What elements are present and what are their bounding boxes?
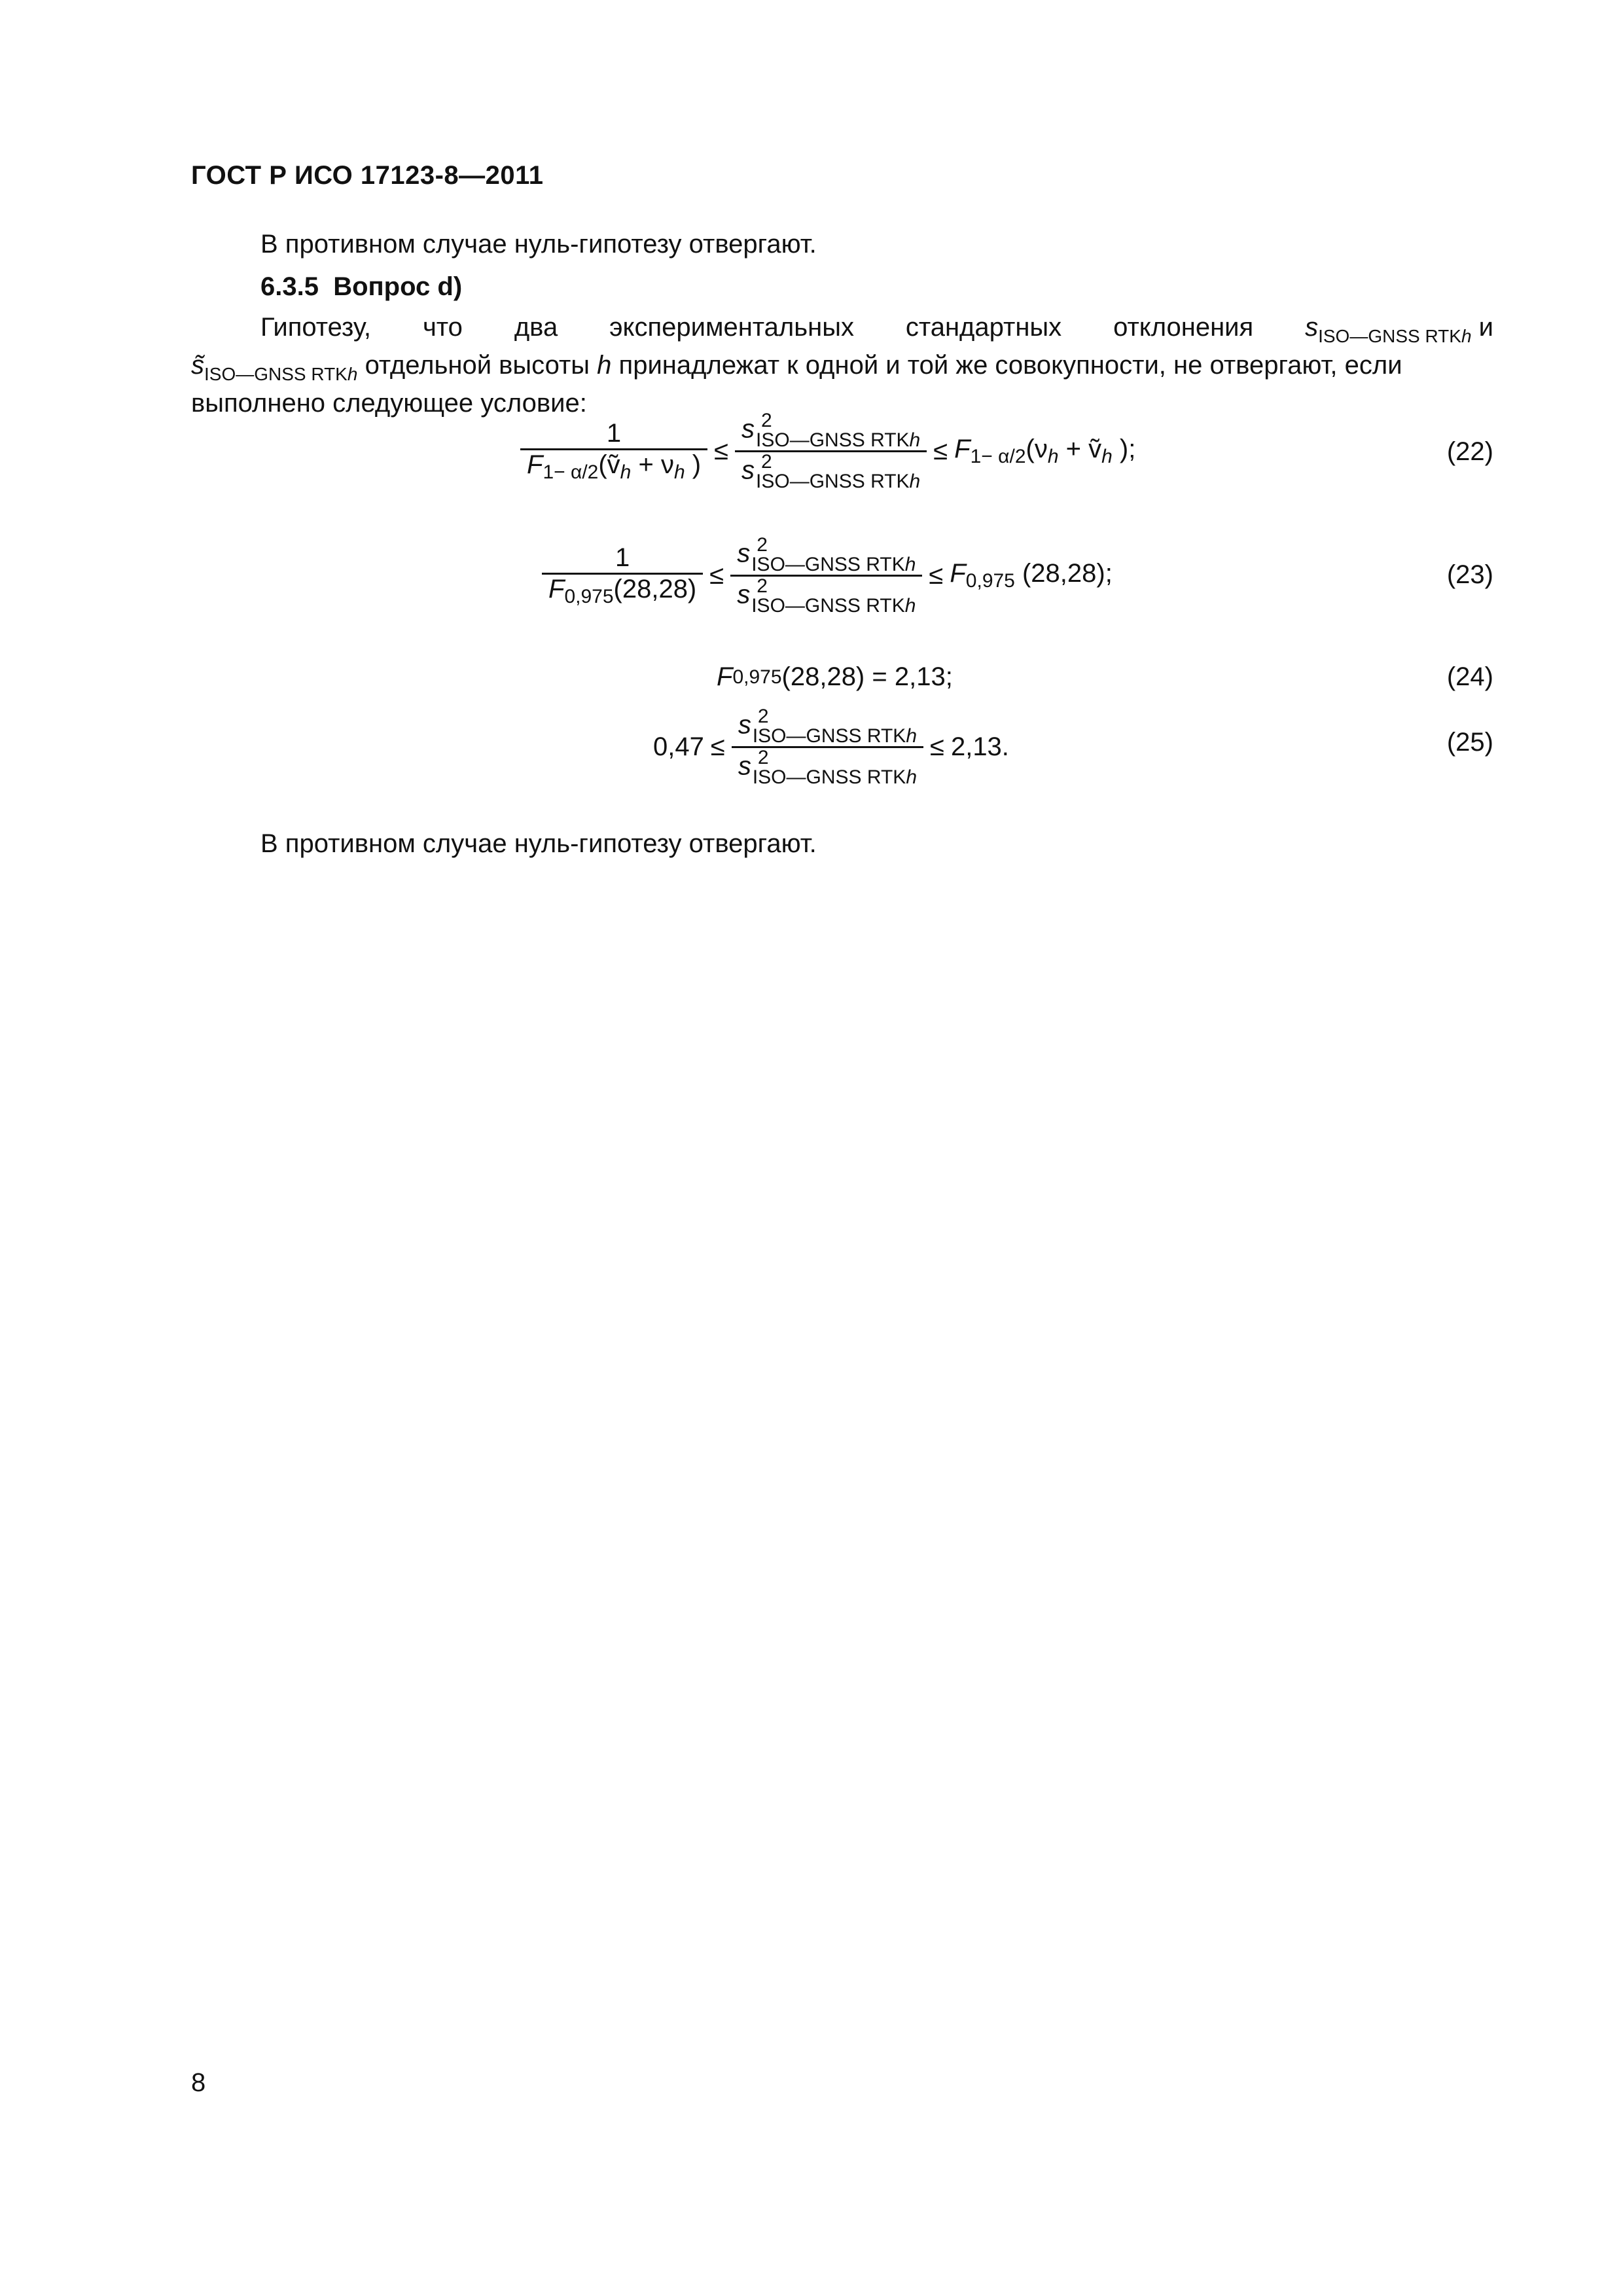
ratio-sub: ISO—GNSS RTK <box>751 554 905 575</box>
s-letter: s <box>741 414 755 444</box>
F-subscript: 1− α/2 <box>970 446 1026 467</box>
equation-number-24: (24) <box>1446 662 1493 691</box>
F-subscript: 0,975 <box>732 666 782 688</box>
leq-sign: ≤ <box>714 437 729 465</box>
ratio-numerator <box>732 707 923 746</box>
section-number: 6.3.5 <box>260 272 319 301</box>
F-symbol: F <box>548 575 565 603</box>
eq23-left-fraction <box>542 543 703 608</box>
eq23-ratio-fraction <box>730 535 922 616</box>
ratio-denominator <box>735 452 927 492</box>
sup-sub-stack <box>756 452 920 492</box>
close-paren: ); <box>1112 435 1136 463</box>
ratio-sub: ISO—GNSS RTK <box>752 725 906 747</box>
s-subscript-h: h <box>1461 326 1472 346</box>
page-number: 8 <box>191 2068 206 2097</box>
ratio-sub-h: h <box>906 766 917 788</box>
eq22-left-numerator: 1 <box>606 419 622 448</box>
square-sup: 2 <box>757 534 768 556</box>
F-args: (ṽ <box>598 450 620 479</box>
intro-line-1 <box>191 313 1493 351</box>
F-args: (28,28) <box>613 575 697 603</box>
F-args: (ν <box>1026 435 1048 463</box>
equation-number-22: (22) <box>1446 437 1493 466</box>
equation-23 <box>542 535 1113 616</box>
F-symbol: F <box>950 559 966 588</box>
ratio-sub: ISO—GNSS RTK <box>756 471 910 492</box>
intro-text: принадлежат к одной и той же совокупности, не отвергают, если <box>618 351 1402 380</box>
close-paren: ) <box>685 450 702 479</box>
symbol-s-tilde: s̃ <box>191 351 204 380</box>
intro-word: два <box>514 313 558 342</box>
eq23-left-numerator: 1 <box>615 543 630 572</box>
square-sup: 2 <box>761 410 772 431</box>
equation-24 <box>717 662 953 692</box>
s-letter: s <box>737 539 751 568</box>
eq22-ratio-fraction <box>735 411 927 492</box>
section-title: Вопрос d) <box>333 272 463 301</box>
h-sub: h <box>1101 446 1113 467</box>
intro-word: что <box>422 313 463 342</box>
intro-line-3: выполнено следующее условие: <box>191 389 587 418</box>
intro-line-2 <box>191 351 1493 389</box>
h-sub: h <box>1047 446 1059 467</box>
ratio-sub-h: h <box>904 595 916 617</box>
ratio-sub: ISO—GNSS RTK <box>751 595 905 617</box>
intro-word: экспериментальных <box>609 313 854 342</box>
sup-sub-stack <box>753 707 917 746</box>
s-letter: s <box>738 751 751 781</box>
eq25-ratio-fraction <box>732 707 923 787</box>
F-symbol: F <box>954 435 971 463</box>
paragraph-reject-before: В противном случае нуль-гипотезу отвергают. <box>260 230 817 259</box>
s-subscript: ISO—GNSS RTK <box>1318 326 1461 346</box>
eq22-left-fraction <box>520 419 707 484</box>
equation-number-23: (23) <box>1446 560 1493 589</box>
F-subscript: 1− α/2 <box>543 461 599 483</box>
eq22-right <box>954 435 1135 468</box>
intro-word: Гипотезу, <box>260 313 372 342</box>
intro-paragraph <box>191 313 1493 418</box>
document-header: ГОСТ Р ИСО 17123-8—2011 <box>191 161 544 190</box>
s-tilde-subscript: ISO—GNSS RTK <box>204 364 348 384</box>
leq-sign: ≤ <box>710 732 725 761</box>
equation-22 <box>520 411 1135 492</box>
leq-sign: ≤ <box>930 732 944 761</box>
eq22-left-denominator <box>520 450 707 484</box>
F-symbol: F <box>717 662 733 691</box>
F-subscript: 0,975 <box>965 570 1015 592</box>
leq-sign: ≤ <box>933 437 948 465</box>
eq24-rest: (28,28) = 2,13; <box>781 662 953 691</box>
s-letter: s <box>1305 313 1319 342</box>
s-letter: s <box>737 580 751 609</box>
equation-25 <box>653 707 1009 787</box>
equation-number-25: (25) <box>1446 728 1493 757</box>
sup-sub-stack <box>751 577 916 616</box>
eq23-right <box>950 559 1112 592</box>
s-letter: s <box>738 710 751 740</box>
ratio-sub-h: h <box>906 725 917 747</box>
intro-word: отклонения <box>1113 313 1254 342</box>
ratio-sub-h: h <box>909 429 921 451</box>
square-sup: 2 <box>757 747 769 768</box>
plus-nu-tilde: + ṽ <box>1058 435 1102 463</box>
ratio-numerator <box>730 535 922 575</box>
sup-sub-stack <box>751 535 916 575</box>
s-tilde-subscript-h: h <box>347 364 358 384</box>
h-sub: h <box>620 461 632 483</box>
paragraph-reject-after: В противном случае нуль-гипотезу отвергают. <box>260 829 817 858</box>
plus-nu: + ν <box>631 450 674 479</box>
F-args: (28,28); <box>1014 559 1113 588</box>
s-letter: s <box>741 456 755 485</box>
ratio-denominator <box>730 577 922 616</box>
F-symbol: F <box>527 450 543 479</box>
F-subscript: 0,975 <box>564 586 614 607</box>
section-heading <box>260 272 462 302</box>
sup-sub-stack <box>756 411 920 450</box>
ratio-denominator <box>732 748 923 787</box>
ratio-sub-h: h <box>904 554 916 575</box>
leq-sign: ≤ <box>929 561 944 590</box>
eq25-left-value: 0,47 <box>653 732 704 761</box>
height-symbol: h <box>597 351 612 380</box>
ratio-sub: ISO—GNSS RTK <box>756 429 910 451</box>
sup-sub-stack <box>753 748 917 787</box>
eq25-right-value: 2,13. <box>950 732 1009 761</box>
square-sup: 2 <box>757 575 768 597</box>
intro-text: отдельной высоты <box>365 351 590 380</box>
leq-sign: ≤ <box>709 561 724 590</box>
ratio-sub: ISO—GNSS RTK <box>752 766 906 788</box>
h-sub: h <box>673 461 685 483</box>
square-sup: 2 <box>757 706 769 727</box>
eq23-left-denominator <box>542 575 703 608</box>
ratio-sub-h: h <box>909 471 921 492</box>
symbol-s <box>1305 313 1493 351</box>
square-sup: 2 <box>761 451 772 473</box>
ratio-numerator <box>735 411 927 450</box>
conjunction: и <box>1478 313 1493 342</box>
intro-word: стандартных <box>905 313 1062 342</box>
